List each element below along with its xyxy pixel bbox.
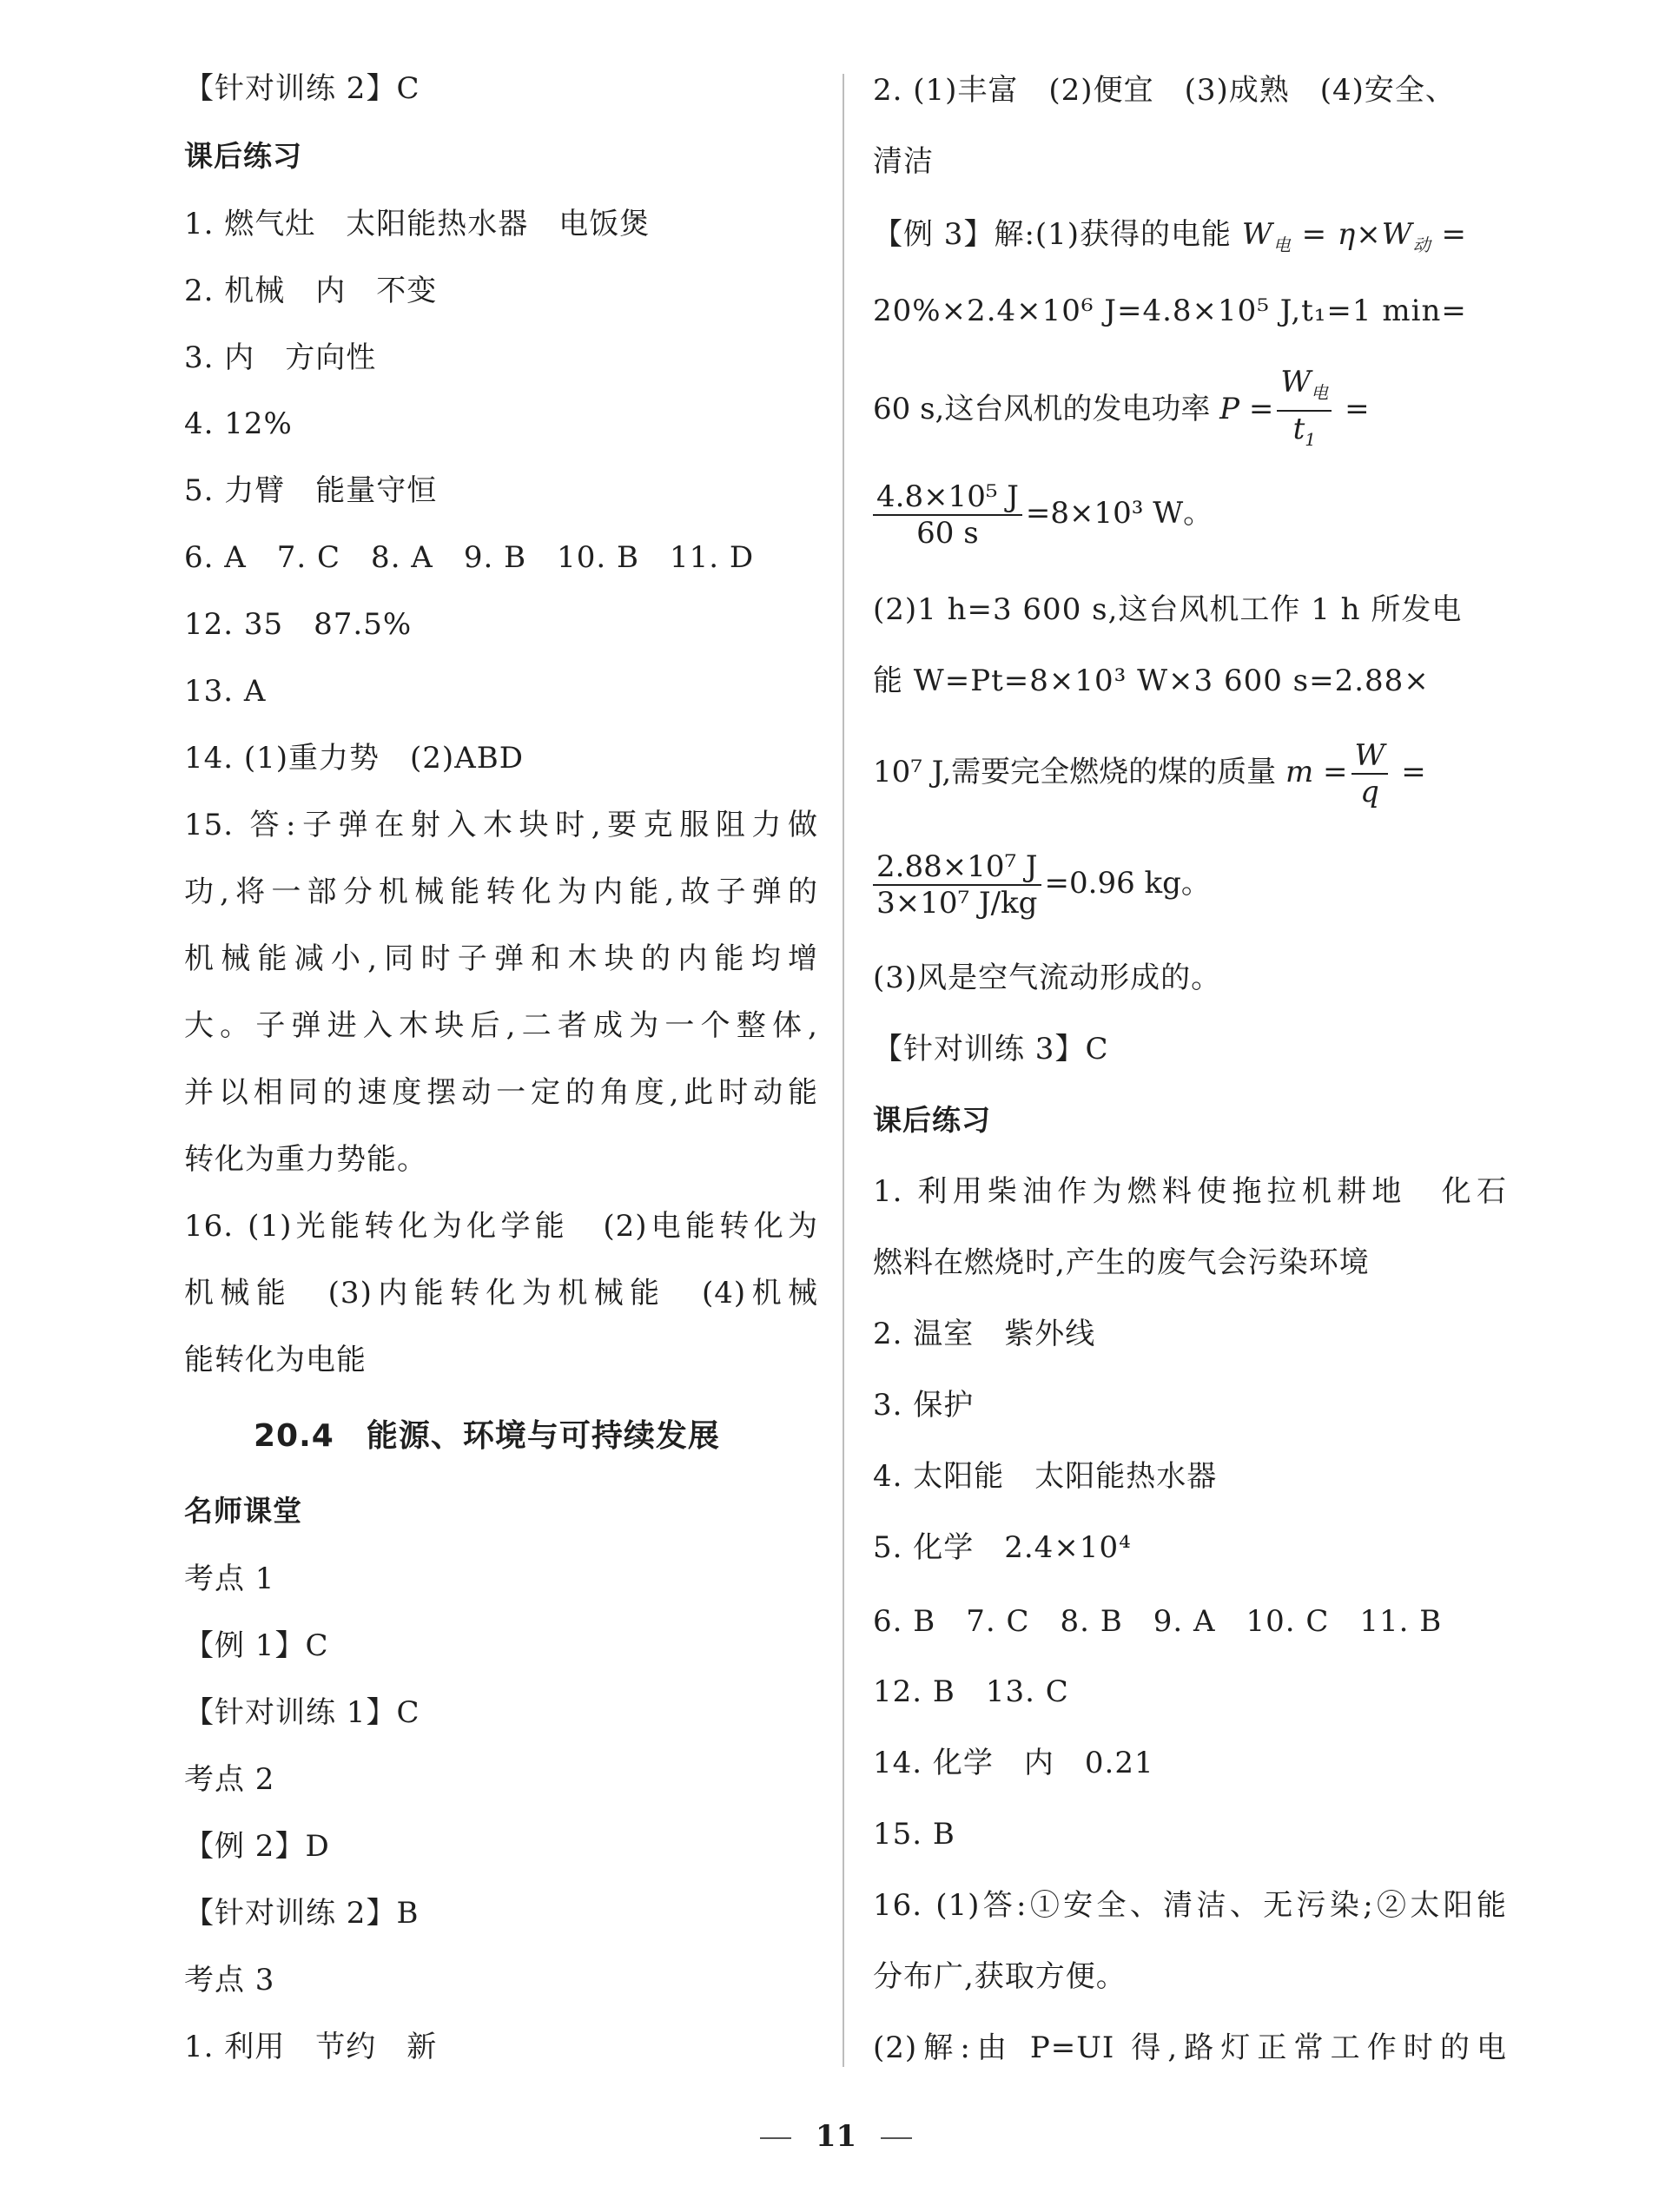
section-heading: 名师课堂 [184, 1494, 302, 1528]
section-heading: 课后练习 [873, 1103, 991, 1137]
text-line: 3. 保护 [873, 1388, 975, 1423]
section-title: 20.4 能源、环境与可持续发展 [254, 1418, 720, 1454]
text-line: 【针对训练 2】C [184, 71, 420, 106]
text-line: 燃料在燃烧时,产生的废气会污染环境 [873, 1245, 1370, 1280]
text-line: (2)解:由 P=UI 得,路灯正常工作时的电 [873, 2030, 1507, 2065]
text-line: 1. 燃气灶 太阳能热水器 电饭煲 [184, 207, 651, 241]
text-line: 能 W=Pt=8×10³ W×3 600 s=2.88× [873, 664, 1430, 698]
text-line: 14. 化学 内 0.21 [873, 1746, 1154, 1780]
text-line: 并以相同的速度摆动一定的角度,此时动能 [184, 1075, 818, 1110]
formula: = [1391, 755, 1426, 789]
fraction [1351, 738, 1389, 809]
fraction-denominator: $t_1$ [1292, 411, 1316, 450]
text-line: 12. B 13. C [873, 1674, 1069, 1709]
text-line: 【针对训练 1】C [184, 1695, 420, 1730]
text-line: 4. 太阳能 太阳能热水器 [873, 1459, 1218, 1494]
fraction-numerator: W [1351, 738, 1389, 775]
text-line: (3)风是空气流动形成的。 [873, 961, 1222, 995]
text-line: 16. (1)答:①安全、清洁、无污染;②太阳能 [873, 1888, 1507, 1923]
text-line: 【针对训练 2】B [184, 1896, 420, 1931]
formula: $W_电 = \eta\times W_动$ = [1241, 217, 1468, 255]
fraction [1277, 365, 1332, 457]
power-result-line [873, 479, 1213, 551]
footer-dash-right [881, 2137, 912, 2139]
text-line: 4. 12% [184, 406, 293, 441]
text-fragment: 10⁷ J,需要完全燃烧的煤的质量 [873, 755, 1285, 789]
text-line: 机械能减小,同时子弹和木块的内能均增 [184, 941, 818, 976]
fraction-denominator: 60 s [916, 516, 979, 551]
text-line: (2)1 h=3 600 s,这台风机工作 1 h 所发电 [873, 592, 1463, 627]
formula: P = [1219, 391, 1274, 426]
text-line: 清洁 [873, 144, 934, 179]
fraction [873, 479, 1022, 551]
text-line: 考点 3 [184, 1963, 275, 1997]
page-number-footer [0, 2119, 1672, 2154]
text-line: 2. (1)丰富 (2)便宜 (3)成熟 (4)安全、 [873, 73, 1456, 108]
text-line: 15. B [873, 1817, 955, 1852]
text-line: 1. 利用柴油作为燃料使拖拉机耕地 化石 [873, 1174, 1507, 1209]
text-line: 12. 35 87.5% [184, 607, 413, 642]
fraction-numerator: 2.88×10⁷ J [873, 849, 1041, 886]
text-line: 【针对训练 3】C [873, 1032, 1109, 1066]
text-line: 2. 温室 紫外线 [873, 1317, 1096, 1351]
page-number: 11 [815, 2119, 857, 2154]
text-line: 大。子弹进入木块后,二者成为一个整体, [184, 1008, 818, 1043]
text-line: 6. B 7. C 8. B 9. A 10. C 11. B [873, 1604, 1443, 1639]
formula: = [1335, 391, 1370, 426]
text-line: 6. A 7. C 8. A 9. B 10. B 11. D [184, 540, 755, 575]
text-fragment: =0.96 kg。 [1044, 866, 1211, 901]
power-formula-line [873, 365, 1370, 457]
text-fragment: 【例 3】解:(1)获得的电能 [873, 217, 1242, 252]
text-fragment: =8×10³ W。 [1025, 496, 1213, 531]
fraction-numerator: $W_电$ [1277, 365, 1332, 412]
text-line: 13. A [184, 674, 267, 709]
fraction-denominator: 3×10⁷ J/kg [876, 886, 1038, 921]
text-line: 考点 1 [184, 1562, 275, 1596]
text-line: 考点 2 [184, 1762, 275, 1797]
text-line: 15. 答:子弹在射入木块时,要克服阻力做 [184, 808, 818, 842]
formula: m = [1285, 755, 1348, 789]
fraction-denominator: q [1360, 775, 1379, 809]
column-divider [843, 74, 844, 2067]
text-line: 【例 1】C [184, 1628, 329, 1663]
fraction-numerator: 4.8×10⁵ J [873, 479, 1022, 516]
text-fragment: 60 s,这台风机的发电功率 [873, 391, 1220, 426]
section-heading: 课后练习 [184, 139, 302, 173]
text-line: 【例 2】D [184, 1829, 330, 1864]
example-3-line [873, 215, 1467, 264]
text-line: 3. 内 方向性 [184, 340, 377, 375]
text-line: 分布广,获取方便。 [873, 1959, 1127, 1994]
text-line: 1. 利用 节约 新 [184, 2030, 438, 2064]
footer-dash-left [760, 2137, 791, 2139]
text-line: 5. 化学 2.4×10⁴ [873, 1530, 1132, 1565]
text-line: 14. (1)重力势 (2)ABD [184, 741, 524, 776]
text-line: 转化为重力势能。 [184, 1142, 427, 1177]
text-line: 功,将一部分机械能转化为内能,故子弹的 [184, 875, 818, 909]
text-line: 能转化为电能 [184, 1343, 367, 1377]
fraction [873, 849, 1041, 921]
text-line: 16. (1)光能转化为化学能 (2)电能转化为 [184, 1209, 818, 1244]
mass-formula-line [873, 738, 1426, 809]
mass-result-line [873, 849, 1211, 921]
text-line: 5. 力臂 能量守恒 [184, 473, 438, 508]
text-line: 机械能 (3)内能转化为机械能 (4)机械 [184, 1276, 818, 1311]
text-line: 2. 机械 内 不变 [184, 274, 438, 308]
text-line: 20%×2.4×10⁶ J=4.8×10⁵ J,t₁=1 min= [873, 294, 1467, 328]
